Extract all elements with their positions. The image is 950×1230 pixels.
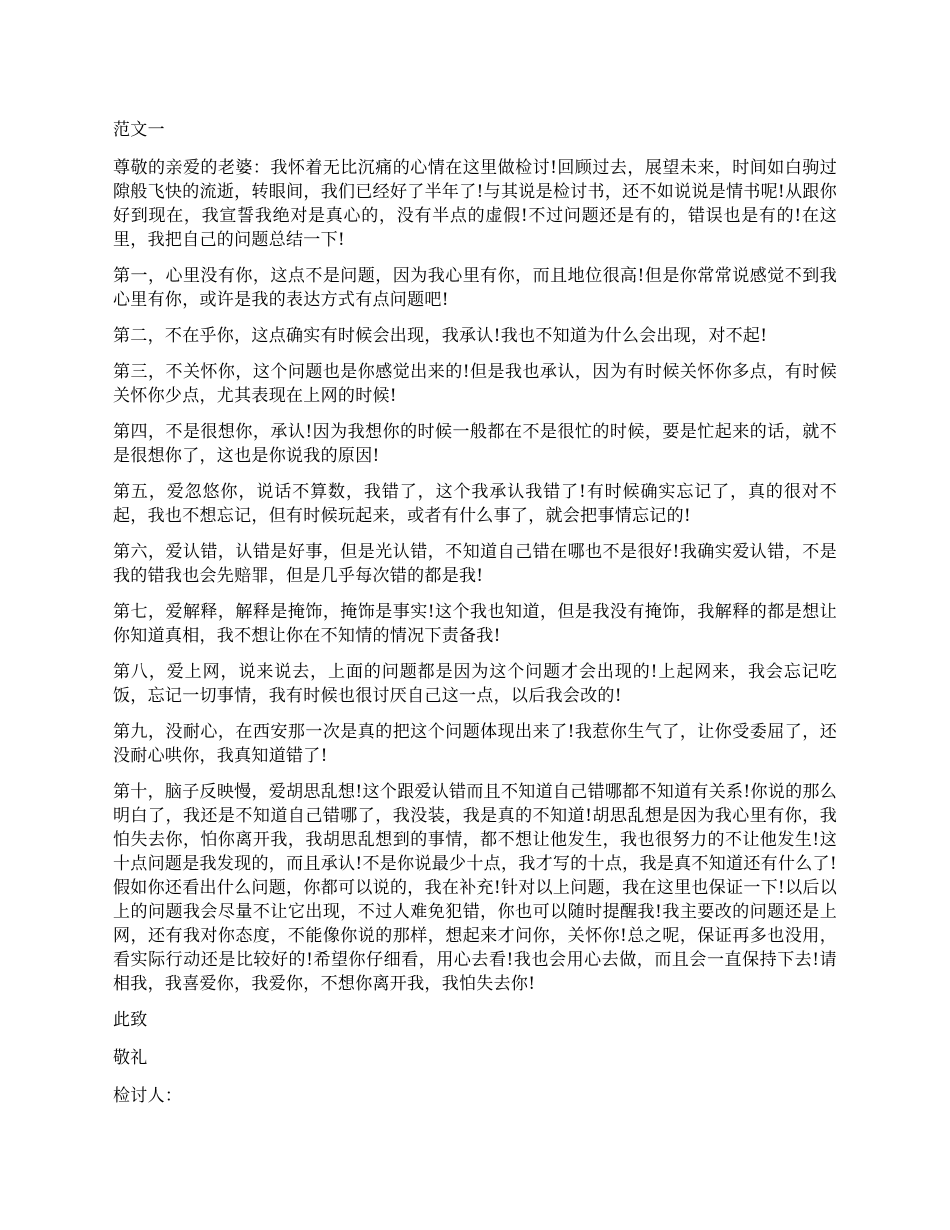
point-6-paragraph: 第六，爱认错，认错是好事，但是光认错，不知道自己错在哪也不是很好!我确实爱认错，不是我的错我也会先赔罪，但是几乎每次错的都是我!	[113, 542, 837, 586]
greeting-paragraph: 尊敬的亲爱的老婆：我怀着无比沉痛的心情在这里做检讨!回顾过去，展望未来，时间如白驹过隙般飞快的流逝，转眼间，我们已经好了半年了!与其说是检讨书，还不如说说是情书呢!从跟你好到现在，我宣誓我绝对是真心的，没有半点的虚假!不过问题还是有的，错误也是有的!在这里，我把自己的问题总结一下!	[113, 158, 837, 250]
point-9-paragraph: 第九，没耐心，在西安那一次是真的把这个问题体现出来了!我惹你生气了，让你受委屈了，还没耐心哄你，我真知道错了!	[113, 722, 837, 766]
point-5-paragraph: 第五，爱忽悠你，说话不算数，我错了，这个我承认我错了!有时候确实忘记了，真的很对不起，我也不想忘记，但有时候玩起来，或者有什么事了，就会把事情忘记的!	[113, 482, 837, 526]
point-7-paragraph: 第七，爱解释，解释是掩饰，掩饰是事实!这个我也知道，但是我没有掩饰，我解释的都是想让你知道真相，我不想让你在不知情的情况下责备我!	[113, 602, 837, 646]
point-10-paragraph: 第十，脑子反映慢，爱胡思乱想!这个跟爱认错而且不知道自己错哪都不知道有关系!你说的那么明白了，我还是不知道自己错哪了，我没装，我是真的不知道!胡思乱想是因为我心里有你，我怕失去你，怕你离开我，我胡思乱想到的事情，都不想让他发生，我也很努力的不让他发生!这十点问题是我发现的，而且承认!不是你说最少十点，我才写的十点，我是真不知道还有什么了!假如你还看出什么问题，你都可以说的，我在补充!针对以上问题，我在这里也保证一下!以后以上的问题我会尽量不让它出现，不过人难免犯错，你也可以随时提醒我!我主要改的问题还是上网，还有我对你态度，不能像你说的那样，想起来才问你，关怀你!总之呢，保证再多也没用，看实际行动还是比较好的!希望你仔细看，用心去看!我也会用心去做，而且会一直保持下去!请相我，我喜爱你，我爱你，不想你离开我，我怕失去你!	[113, 782, 837, 994]
closing-line-1: 此致	[113, 1010, 148, 1030]
point-2-paragraph: 第二，不在乎你，这点确实有时候会出现，我承认!我也不知道为什么会出现，对不起!	[113, 326, 768, 346]
document-heading: 范文一	[113, 120, 165, 140]
closing-line-2: 敬礼	[113, 1048, 148, 1068]
point-1-paragraph: 第一，心里没有你，这点不是问题，因为我心里有你，而且地位很高!但是你常常说感觉不到我心里有你，或许是我的表达方式有点问题吧!	[113, 266, 837, 310]
point-8-paragraph: 第八，爱上网，说来说去，上面的问题都是因为这个问题才会出现的!上起网来，我会忘记吃饭，忘记一切事情，我有时候也很讨厌自己这一点，以后我会改的!	[113, 662, 837, 706]
document-page	[113, 118, 837, 1122]
point-4-paragraph: 第四，不是很想你，承认!因为我想你的时候一般都在不是很忙的时候，要是忙起来的话，就不是很想你了，这也是你说我的原因!	[113, 422, 837, 466]
signature-label: 检讨人：	[113, 1086, 183, 1106]
point-3-paragraph: 第三，不关怀你，这个问题也是你感觉出来的!但是我也承认，因为有时候关怀你多点，有时候关怀你少点，尤其表现在上网的时候!	[113, 362, 837, 406]
